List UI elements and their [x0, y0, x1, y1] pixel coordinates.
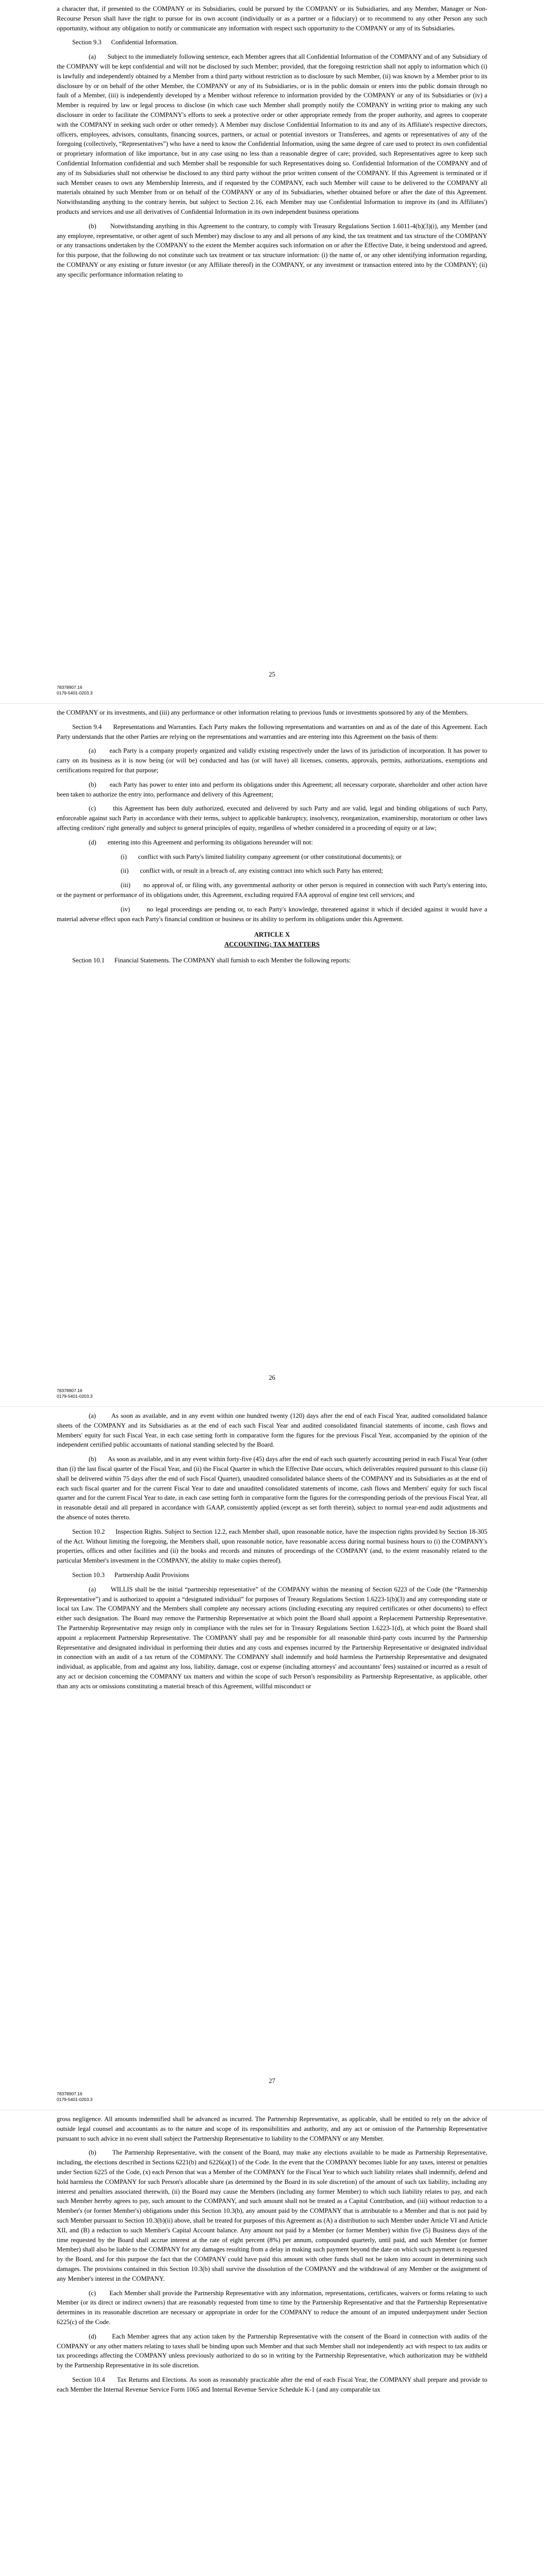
section-10-4: Section 10.4 Tax Returns and Elections. As soon as reasonably practicable after the end of each Fiscal Year, the COMPANY shall prepare and provide to each Member the Internal Revenue Service Form 1065 and Internal Revenue Service Schedule K-1 (and any comparable tax [57, 2376, 487, 2393]
page-27 [0, 1406, 544, 2110]
page-26 [0, 703, 544, 1406]
paragraph: the COMPANY or its investments, and (iii) any performance or other information relating to previous funds or investments sponsored by any of the Members. [57, 709, 469, 716]
paragraph-10-3-d: (d) Each Member agrees that any action taken by the Partnership Representative with the consent of the Board in connection with audits of the COMPANY or any other matters relating to taxes shall be binding upon such Member and that such Member shall not independently act with respect to tax audits or tax proceedings affecting the COMPANY unless previously authorized to do so in writing by the Partnership Representative, which authorization may be withheld by the Partnership Representative in its sole discretion. [57, 2332, 487, 2369]
document-id-line-1: 78378907.16 [57, 2091, 83, 2096]
paragraph-9-4-d-i: (i) conflict with such Party's limited liability company agreement (or other constitutional documents); or [121, 853, 402, 860]
page-number: 26 [269, 1374, 275, 1382]
document-id [57, 2091, 92, 2103]
document-id-line-1: 78378907.16 [57, 1388, 83, 1393]
page-number: 27 [269, 2077, 275, 2085]
paragraph-9-4-d-iv: (iv) no legal proceedings are pending or, to each Party's knowledge, threatened against it which if decided against it would have a material adverse effect upon each Party's financial condition or business or its ability to perform its obligations under this Agreement. [57, 905, 487, 923]
paragraph-9-4-b: (b) each Party has power to enter into and perform its obligations under this Agreement; all necessary corporate, shareholder and other action have been taken to authorize the entry into, performance and delivery of this Agreement; [57, 781, 487, 798]
paragraph-9-3-b: (b) Notwithstanding anything in this Agreement to the contrary, to comply with Treasury Regulations Section 1.6011-4(b)(3)(i), any Member (and any employee, representative, or other agent of such Member) may disclose to any and all persons of any kind, the tax treatment and tax structure of the COMPANY or any transactions undertaken by the COMPANY to the extent the Member acquires such information on or after the Effective Date, it being understood and agreed, for this purpose, that the following do not constitute such tax treatment or tax structure information: (i) the name of, or any other identifying information regarding, the COMPANY or any existing or future investor (or any Affiliate thereof) in the COMPANY, or any investment or transaction entered into by the COMPANY; (ii) any specific performance information relating to [57, 222, 487, 278]
document-id-line-1: 78378907.16 [57, 685, 83, 690]
document-id [57, 1388, 92, 1399]
paragraph-9-4-d-ii: (ii) conflict with, or result in a breach of, any existing contract into which such Party has entered; [121, 867, 383, 875]
paragraph-10-3-a: (a) WILLIS shall be the initial “partnership representative” of the COMPANY within the meaning of Section 6223 of the Code (the “Partnership Representative”) and is authorized to appoint a “designated individual” for purposes of Treasury Regulations Section 1.6223-1(b)(3) and any corresponding state or local tax Law. The COMPANY and the Members shall complete any necessary actions (including executing any required certificates or other documents) to effect either such designation. The Board may remove the Partnership Representative at which point the Board shall appoint a Replacement Partnership Representative. The Partnership Representative may resign only in compliance with the rules set for in Treasury Regulations Section 1.6223-1(d), at which point the Board shall appoint a replacement Partnership Representative. The COMPANY shall pay and be responsible for all reasonable third-party costs incurred by the Partnership Representative and designated individual in performing their duties and any costs and expenses incurred by the Partnership Representative or designated individual in connection with an audit of a tax return of the COMPANY. The COMPANY shall indemnify and hold harmless the Partnership Representative and designated individual, as applicable, from and against any loss, liability, damage, cost or expense (including attorneys' and accountants' fees) sustained or incurred as a result of any act or decision concerning the COMPANY tax matters and within the scope of such Person's responsibility as Partnership Representative, as applicable, other than any acts or omissions constituting a material breach of this Agreement, willful misconduct or [57, 1585, 487, 1690]
document-id-line-2: 0179-5401-0203.3 [57, 1394, 93, 1399]
paragraph-9-4-d: (d) entering into this Agreement and performing its obligations hereunder will not: [89, 838, 313, 846]
paragraph: gross negligence. All amounts indemnified shall be advanced as incurred. The Partnership Representative, as applicable, shall be entitled to rely on the advice of outside legal counsel and accountants as to the nature and scope of its responsibilities and authority, and any act or omission of the Partnership Representative pursuant to such advice in no event shall subject the Partnership Representative to liability to the COMPANY or any Member. [57, 2115, 487, 2142]
paragraph-9-4-d-iii: (iii) no approval of, or filing with, any governmental authority or other person is required in connection with such Party's entering into, or the payment or performance of its obligations under, this Agreement, excluding required FAA approval of engine test cell services; and [57, 882, 487, 899]
paragraph-10-3-b: (b) The Partnership Representative, with the consent of the Board, may make any elections available to be made as Partnership Representative, including, the elections described in Sections 6221(b) and 6226(a)(1) of the Code. In the event that the COMPANY becomes liable for any taxes, interest or penalties under Section 6225 of the Code, (x) each Person that was a Member of the COMPANY for the Fiscal Year to which such liability relates shall indemnify, defend and hold harmless the COMPANY for such Person's allocable share (as determined by the Board in its sole discretion) of the amount of such tax liability, including any interest and penalties associated therewith, (ii) the Board may cause the Members (including any former Member) to which such liability relates to pay, and each such Member hereby agrees to pay, such amount to the COMPANY, and such amount shall not be treated as a Capital Contribution, and (iii) without reduction to a Member's (or former Member's) obligations under this Section 10.3(b), any amount paid by the COMPANY that is attributable to a Member and that is not paid by such Member pursuant to Section 10.3(b)(ii) above, shall be treated for purposes of this Agreement as (A) a distribution to such Member under Article VI and Article XII, and (B) a reduction to such Member's Capital Account balance. Any amount not paid by a Member (or former Member) within five (5) Business days of the time requested by the Board shall accrue interest at the rate of eight percent (8%) per annum, compounded quarterly, until paid, and such Member (or former Member) shall also be liable to the COMPANY for any damages resulting from a delay in making such payment beyond the date on which such payment is requested by the Board, and for this purpose the fact that the COMPANY could have paid this amount with other funds shall not be taken into account in determining such damages. The provisions contained in this Section 10.3(b) shall survive the dissolution of the COMPANY and the withdrawal of any Member or the assignment of any Member's interest in the COMPANY. [57, 2149, 487, 2282]
section-9-4: Section 9.4 Representations and Warranties. Each Party makes the following representations and warranties on and as of the date of this Agreement. Each Party understands that the other Parties are relying on the representations and warranties and are entering into this Agreement on the basis of them: [57, 723, 487, 740]
paragraph-9-4-a: (a) each Party is a company properly organized and validly existing respectively under the laws of its jurisdiction of incorporation. It has power to carry on its business as it is now being (or will be) conducted and has (or will have) all licenses, consents, approvals, permits, authorizations, exemptions and certifications required for that purpose; [57, 747, 487, 774]
paragraph-10-1-a: (a) As soon as available, and in any event within one hundred twenty (120) days after the end of each Fiscal Year, audited consolidated balance sheets of the COMPANY and its Subsidiaries as at the end of each such Fiscal Year and audited consolidated financial statements of income, cash flows and Members' equity for such Fiscal Year, in each case setting forth in comparative form the figures for the previous Fiscal Year, accompanied by the opinion of the independent certified public accountants of national standing selected by the Board. [57, 1412, 487, 1449]
paragraph-9-4-c: (c) this Agreement has been duly authorized, executed and delivered by such Party and are valid, legal and binding obligations of such Party, enforceable against such Party in accordance with their terms, subject to applicable bankruptcy, insolvency, reorganization, examinership, moratorium or other laws affecting creditors' right generally and subject to general principles of equity, regardless of whether considered in a proceeding of equity or at law; [57, 805, 487, 832]
document-id-line-2: 0179-5401-0203.3 [57, 690, 93, 696]
page-number: 25 [269, 671, 275, 679]
document-id-line-2: 0179-5401-0203.3 [57, 2097, 93, 2102]
paragraph-9-3-a: (a) Subject to the immediately following sentence, each Member agrees that all Confidential Information of the COMPANY and of any Subsidiary of the COMPANY will be kept confidential and will not be disclosed by such Member; provided, that the foregoing restriction shall not apply to information which (i) is lawfully and independently obtained by a Member from a third party without restriction as to disclosure by such Member, (ii) was known by a Member prior to its disclosure by or on behalf of the other Member, the COMPANY or any of its Subsidiaries, or is in the public domain or enters into the public domain through no fault of a Member, (iii) is independently developed by a Member without reference to information provided by the COMPANY or any of its Subsidiaries or (iv) a Member is required by law or legal process to disclose (in which case such Member shall promptly notify the COMPANY in writing prior to making any such disclosure in order to facilitate the COMPANY's efforts to seek a protective order or other appropriate remedy from the proper authority, and agrees to cooperate with the COMPANY in seeking such order or other remedy). A Member may disclose Confidential Information to its and any of its Affiliate's respective directors, officers, employees, advisors, consultants, financing sources, partners, or actual or potential investors or Transferees, and agents or representatives of any of the foregoing (collectively, “Representatives”) who have a need to know the Confidential Information, using the same degree of care used to protect its own confidential or proprietary information of like importance, but in any case using no less than a reasonable degree of care; provided, such Representatives agree to keep such Confidential Information confidential and such Member shall be responsible for such Representatives doing so. Confidential Information of the COMPANY and of any of its Subsidiaries shall not otherwise be disclosed to any third party without the prior written consent of the COMPANY. If this Agreement is terminated or if such Member ceases to own any Membership Interests, and if requested by the COMPANY, each such Member will cause to be delivered to the COMPANY all materials obtained by such Member from or on behalf of the COMPANY or any of its Subsidiaries, whether obtained before or after the date of this Agreement. Notwithstanding anything to the contrary herein, but subject to Section 2.16, each Member may use Confidential Information to improve its (and its Affiliates') products and services and use all derivatives of Confidential Information in its own independent business operations [57, 53, 487, 215]
document-id [57, 685, 92, 696]
article-title: ACCOUNTING; TAX MATTERS [224, 941, 320, 948]
section-10-2: Section 10.2 Inspection Rights. Subject to Section 12.2, each Member shall, upon reasonable notice, have the inspection rights provided by Section 18-305 of the Act. Without limiting the foregoing, the Members shall, upon reasonable notice, have reasonable access during normal business hours to (i) the COMPANY's properties, offices and other facilities and (ii) the books and records and minutes of proceedings of the COMPANY (and, to the extent reasonably related to the particular Member's investment in the COMPANY, the ability to make copies thereof). [57, 1528, 487, 1565]
paragraph-10-1-b: (b) As soon as available, and in any event within forty-five (45) days after the end of each such quarterly accounting period in each Fiscal Year (other than (i) the last fiscal quarter of the Fiscal Year, and (ii) the Fiscal Quarter in which the Effective Date occurs, which deliverables required pursuant to this clause (ii) shall be delivered within 75 days after the end of such Fiscal Quarter), unaudited consolidated balance sheets of the COMPANY and its Subsidiaries as at the end of each such fiscal quarter and for the current Fiscal Year to date and unaudited consolidated statements of income, cash flows and Members' equity for such fiscal quarter and for the current Fiscal Year to date, in each case setting forth in comparative form the figures for the corresponding periods of the previous Fiscal Year, all in reasonable detail and all prepared in accordance with GAAP, consistently applied (except as set forth therein), subject to normal year-end audit adjustments and the absence of notes thereto. [57, 1455, 487, 1521]
page-28 [0, 2110, 544, 2576]
section-heading-9-3: Section 9.3 Confidential Information. [72, 39, 178, 46]
paragraph: a character that, if presented to the COMPANY or its Subsidiaries, could be pursued by the COMPANY or its Subsidiaries, and any Member, Manager or Non-Recourse Person shall have the right to pursue for its own account (individually or as a partner or a fiduciary) or to recommend to any other Person any such opportunity, without any obligation to notify or communicate any information with respect such opportunity to the COMPANY or any of its Subsidiaries. [57, 5, 487, 32]
section-heading-10-3: Section 10.3 Partnership Audit Provisions [72, 1571, 189, 1579]
section-10-1: Section 10.1 Financial Statements. The COMPANY shall furnish to each Member the following reports: [72, 956, 351, 964]
article-number: ARTICLE X [254, 931, 290, 939]
paragraph-10-3-c: (c) Each Member shall provide the Partnership Representative with any information, representations, certificates, waivers or forms relating to such Member (or its direct or indirect owners) that are reasonably requested from time to time by the Partnership Representative and that the Partnership Representative determines in its reasonable discretion are necessary or appropriate in order for the COMPANY to reduce the amount of an imputed underpayment under Section 6225(c) of the Code. [57, 2289, 487, 2326]
page-25 [0, 0, 544, 703]
